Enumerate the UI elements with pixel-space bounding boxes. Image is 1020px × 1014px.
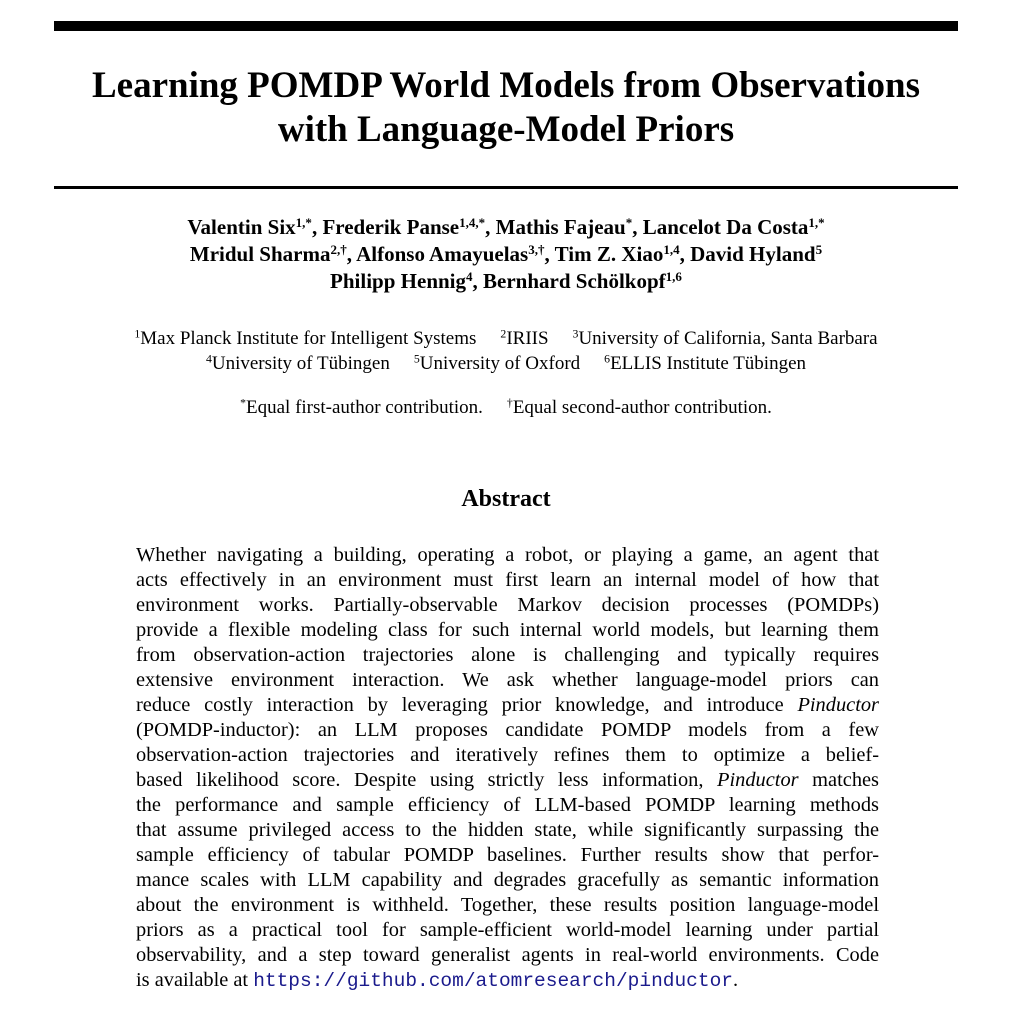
abstract-text: based likelihood score. Despite using strictly less information, [136, 769, 718, 791]
author-affil-mark: 4 [466, 268, 473, 284]
abstract-line: observability, and a step toward generalist agents in real-world environments. Code [136, 944, 879, 966]
abstract-line [136, 693, 879, 718]
title-rule [54, 186, 958, 189]
affiliation-line [54, 351, 958, 376]
author-affil-mark: 1,4 [663, 241, 680, 257]
author-name: Mathis Fajeau [495, 215, 626, 239]
affiliation-name: ELLIS Institute Tübingen [610, 353, 807, 374]
abstract-line: Whether navigating a building, operating a robot, or playing a game, an agent that [136, 544, 879, 566]
affiliation-number: 3 [572, 327, 579, 341]
author-name: Bernhard Schölkopf [483, 269, 666, 293]
method-name: Pinductor [797, 694, 879, 716]
affiliation-number: 4 [205, 352, 212, 366]
method-name: Pinductor [717, 769, 799, 791]
affiliation-name: University of California, Santa Barbara [578, 328, 878, 349]
contribution-notes [54, 396, 958, 420]
author-affil-mark: 3,† [528, 241, 545, 257]
author-affil-mark: 1,4,* [459, 214, 486, 230]
abstract-text: matches [798, 769, 879, 791]
author-name: Tim Z. Xiao [554, 242, 664, 266]
affiliation-name: University of Oxford [419, 353, 581, 374]
affiliation-line [54, 326, 958, 351]
abstract-line: from observation-action trajectories alone is challenging and typically requires [136, 644, 879, 666]
affiliation-name: Max Planck Institute for Intelligent Systems [140, 328, 477, 349]
author-line: Philipp Hennig$^4$, Bernhard Schölkopf$^{1,6}$ [330, 268, 682, 293]
author-line: Mridul Sharma$^{2,\dagger}$, Alfonso Amayuelas$^{3,\dagger}$, Tim Z. Xiao$^{1,4}$, David Hyland$^5$ [189, 241, 823, 266]
author-affil-mark: 1,6 [665, 268, 682, 284]
abstract-line: provide a flexible modeling class for such internal world models, but learning them [136, 619, 879, 641]
footnote-mark: † [506, 396, 513, 410]
affiliation-number: 2 [500, 327, 507, 341]
abstract-line: that assume privileged access to the hidden state, while significantly surpassing the [136, 819, 879, 841]
abstract-line: acts effectively in an environment must first learn an internal model of how that [136, 569, 879, 591]
author-name: Mridul Sharma [189, 242, 331, 266]
abstract-text: . [732, 969, 739, 991]
abstract-line: the performance and sample efficiency of LLM-based POMDP learning methods [136, 794, 879, 816]
code-link[interactable]: https://github.com/atomresearch/pinductor [253, 970, 733, 992]
footnote-text: Equal second-author contribution. [512, 397, 772, 418]
affiliation-name: University of Tübingen [211, 353, 390, 374]
abstract-line: about the environment is withheld. Together, these results position language-model [136, 894, 879, 916]
footnote-text: Equal first-author contribution. [246, 397, 483, 418]
author-affil-mark: 1,* [295, 214, 312, 230]
abstract-line [136, 968, 879, 994]
abstract-line: (POMDP-inductor): an LLM proposes candidate POMDP models from a few [136, 719, 879, 741]
author-affil-mark: 1,* [808, 214, 825, 230]
author-list [54, 214, 958, 295]
affiliation-name: IRIIS [506, 328, 549, 349]
abstract-line: environment works. Partially-observable Markov decision processes (POMDPs) [136, 594, 879, 616]
abstract-line: extensive environment interaction. We ask whether language-model priors can [136, 669, 879, 691]
author-name: Lancelot Da Costa [642, 215, 809, 239]
author-name: Alfonso Amayuelas [356, 242, 529, 266]
author-name: Philipp Hennig [330, 269, 467, 293]
title-line-1: Learning POMDP World Models from Observations [91, 65, 921, 106]
author-line: Valentin Six$^{1,*}$, Frederik Panse$^{1,4,*}$, Mathis Fajeau*, Lancelot Da Costa$^{1,*}$ [187, 214, 825, 239]
affiliation-list [54, 326, 958, 376]
affiliation-number: 6 [604, 352, 611, 366]
affiliation-number: 1 [134, 327, 141, 341]
author-affil-mark: 2,† [330, 241, 347, 257]
abstract-heading: Abstract [461, 486, 551, 512]
abstract-line: priors as a practical tool for sample-efficient world-model learning under partial [136, 919, 879, 941]
author-affil-mark: * [625, 214, 633, 230]
author-name: David Hyland [690, 242, 816, 266]
abstract-body [136, 543, 879, 994]
abstract-text: reduce costly interaction by leveraging prior knowledge, and introduce [136, 694, 798, 716]
abstract-line: mance scales with LLM capability and degrades gracefully as semantic information [136, 869, 879, 891]
author-name: Valentin Six [187, 215, 296, 239]
author-name: Frederik Panse [322, 215, 460, 239]
abstract-line: sample efficiency of tabular POMDP baselines. Further results show that perfor- [136, 844, 879, 866]
abstract-line: observation-action trajectories and iteratively refines them to optimize a belief- [136, 744, 879, 766]
footnote-mark: * [240, 396, 246, 410]
top-rule [54, 21, 958, 31]
paper-title [54, 64, 958, 152]
abstract-line [136, 768, 879, 793]
author-affil-mark: 5 [815, 241, 823, 257]
title-line-2: with Language-Model Priors [277, 109, 735, 150]
affiliation-number: 5 [413, 352, 420, 366]
abstract-text: is available at [136, 969, 254, 991]
